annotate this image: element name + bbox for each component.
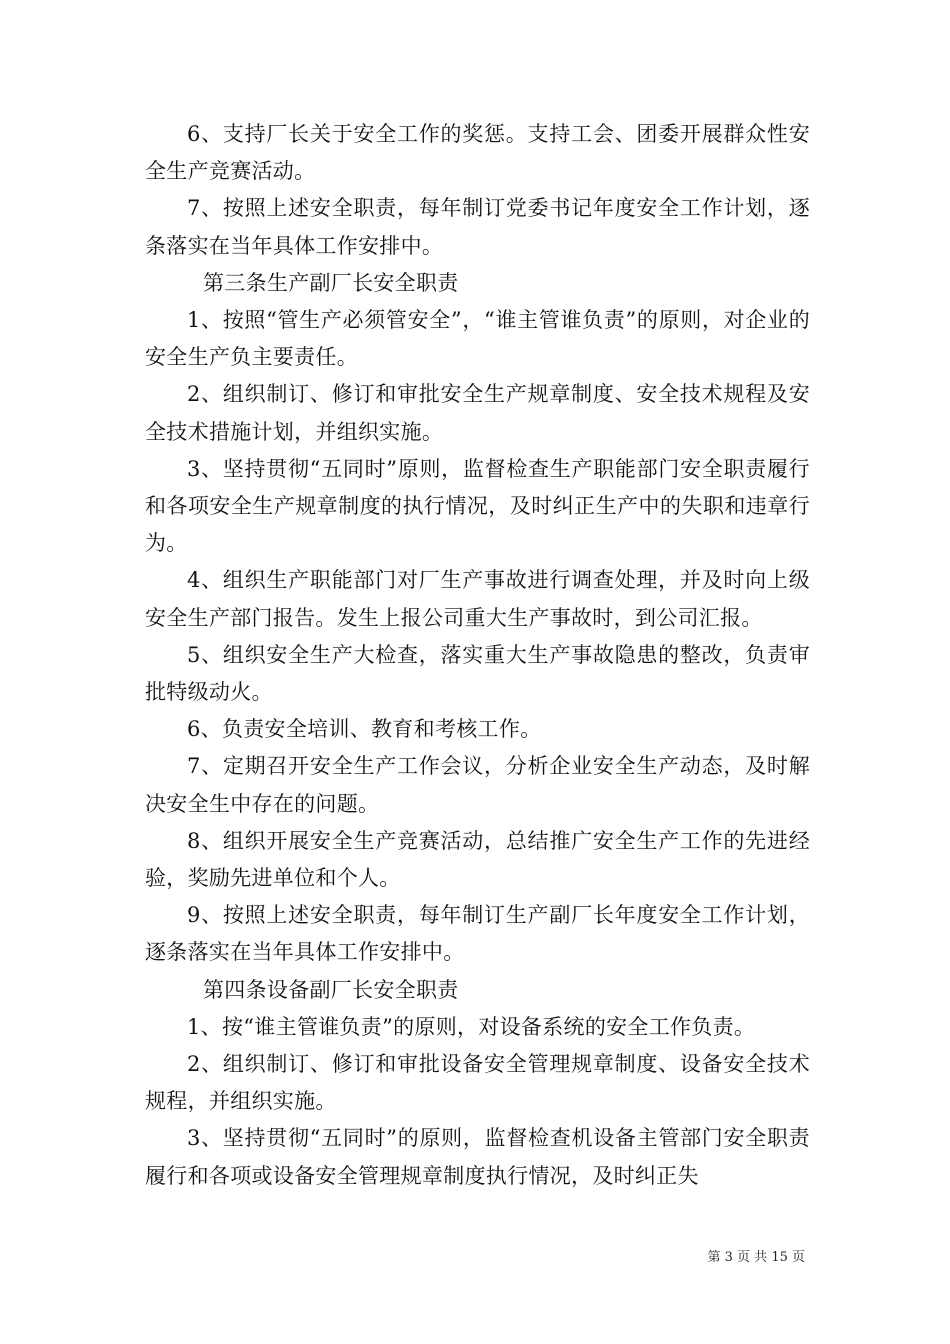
section-heading: 第三条生产副厂长安全职责 xyxy=(203,270,459,295)
paragraph: 7、按照上述安全职责，每年制订党委书记年度安全工作计划，逐条落实在当年具体工作安排中。 xyxy=(145,196,810,258)
paragraph: 6、支持厂长关于安全工作的奖惩。支持工会、团委开展群众性安全生产竞赛活动。 xyxy=(145,122,810,184)
paragraph: 3、坚持贯彻“五同时”原则，监督检查生产职能部门安全职责履行和各项安全生产规章制度的执行情况，及时纠正生产中的失职和违章行为。 xyxy=(145,456,810,556)
paragraph: 7、定期召开安全生产工作会议，分析企业安全生产动态，及时解决安全生中存在的问题。 xyxy=(145,754,810,816)
paragraph: 8、组织开展安全生产竞赛活动，总结推广安全生产工作的先进经验，奖励先进单位和个人。 xyxy=(145,828,810,891)
paragraph: 6、负责安全培训、教育和考核工作。 xyxy=(187,717,542,742)
paragraph: 2、组织制订、修订和审批安全生产规章制度、安全技术规程及安全技术措施计划，并组织实施。 xyxy=(145,382,810,444)
document-body xyxy=(145,116,810,1195)
paragraph: 2、组织制订、修订和审批设备安全管理规章制度、设备安全技术规程，并组织实施。 xyxy=(145,1052,810,1114)
paragraph: 1、按“谁主管谁负责”的原则，对设备系统的安全工作负责。 xyxy=(187,1014,756,1039)
paragraph: 9、按照上述安全职责，每年制订生产副厂长年度安全工作计划，逐条落实在当年具体工作安排中。 xyxy=(145,903,810,965)
paragraph: 3、坚持贯彻“五同时”的原则，监督检查机设备主管部门安全职责履行和各项或设备安全管理规章制度执行情况，及时纠正失 xyxy=(145,1126,810,1188)
page-number-footer: 第 3 页 共 15 页 xyxy=(707,1250,805,1265)
paragraph: 5、组织安全生产大检查，落实重大生产事故隐患的整改，负责审批特级动火。 xyxy=(145,642,810,705)
paragraph: 4、组织生产职能部门对厂生产事故进行调查处理，并及时向上级安全生产部门报告。发生上报公司重大生产事故时，到公司汇报。 xyxy=(145,568,810,630)
section-heading: 第四条设备副厂长安全职责 xyxy=(203,977,459,1002)
paragraph: 1、按照“管生产必须管安全”，“谁主管谁负责”的原则，对企业的安全生产负主要责任。 xyxy=(145,308,810,370)
